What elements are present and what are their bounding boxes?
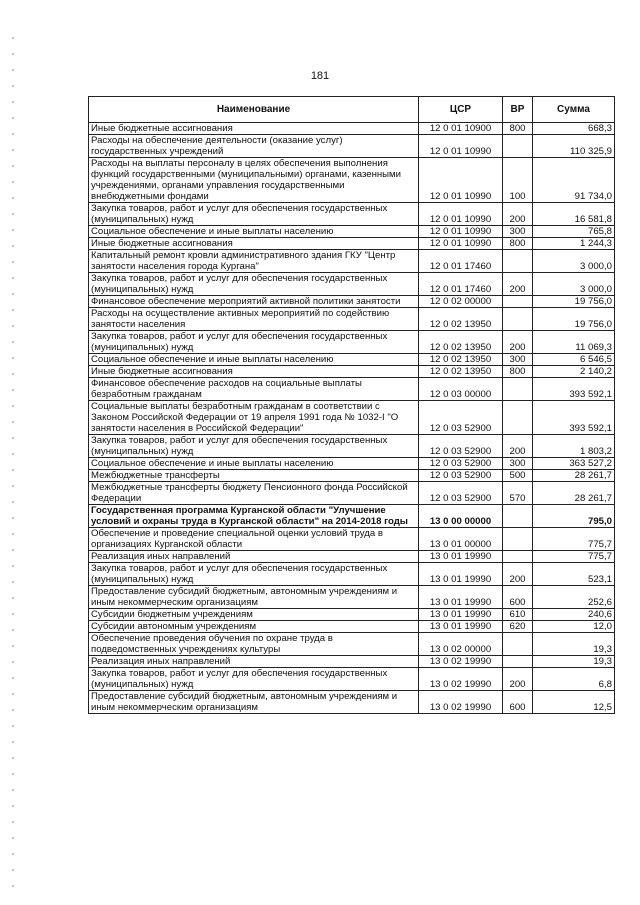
- row-vr: [503, 528, 533, 551]
- table-row: [89, 250, 615, 273]
- row-csr: 12 0 02 00000: [419, 296, 503, 308]
- row-name: Иные бюджетные ассигнования: [89, 366, 419, 378]
- row-name: Обеспечение проведения обучения по охране труда в подведомственных учреждениях культуры: [89, 633, 419, 656]
- row-vr: 300: [503, 354, 533, 366]
- row-csr: 12 0 01 17460: [419, 250, 503, 273]
- row-vr: [503, 401, 533, 435]
- row-csr: 12 0 01 10990: [419, 135, 503, 158]
- row-vr: 800: [503, 123, 533, 135]
- row-sum: 3 000,0: [533, 250, 615, 273]
- row-vr: 500: [503, 470, 533, 482]
- row-vr: 300: [503, 458, 533, 470]
- row-vr: 200: [503, 435, 533, 458]
- row-csr: 12 0 03 52900: [419, 470, 503, 482]
- row-sum: 775,7: [533, 528, 615, 551]
- table-row: [89, 668, 615, 691]
- row-vr: [503, 378, 533, 401]
- table-row: [89, 656, 615, 668]
- row-vr: 200: [503, 203, 533, 226]
- table-row: [89, 378, 615, 401]
- row-vr: [503, 551, 533, 563]
- row-sum: 16 581,8: [533, 203, 615, 226]
- row-name: Социальное обеспечение и иные выплаты населению: [89, 354, 419, 366]
- row-vr: 200: [503, 668, 533, 691]
- table-row: [89, 158, 615, 203]
- row-name: Реализация иных направлений: [89, 551, 419, 563]
- row-sum: 2 140,2: [533, 366, 615, 378]
- row-name: Обеспечение и проведение специальной оценки условий труда в организациях Курганской области: [89, 528, 419, 551]
- row-vr: 300: [503, 226, 533, 238]
- header-sum: Сумма: [533, 97, 615, 123]
- row-name: Предоставление субсидий бюджетным, автономным учреждениям и иным некоммерческим организациям: [89, 586, 419, 609]
- header-name: Наименование: [89, 97, 419, 123]
- row-vr: 620: [503, 621, 533, 633]
- table-header-row: [89, 97, 615, 123]
- row-csr: 13 0 02 19990: [419, 656, 503, 668]
- row-csr: 13 0 02 19990: [419, 668, 503, 691]
- row-name: Предоставление субсидий бюджетным, автономным учреждениям и иным некоммерческим организациям: [89, 691, 419, 714]
- row-sum: 252,6: [533, 586, 615, 609]
- table-row: [89, 609, 615, 621]
- row-sum: 3 000,0: [533, 273, 615, 296]
- row-name: Расходы на выплаты персоналу в целях обеспечения выполнения функций государственными (муниципальными) органами, казенными учреждениями, органами управления государственными внебюджетными фондами: [89, 158, 419, 203]
- table-row: [89, 226, 615, 238]
- table-row: [89, 621, 615, 633]
- row-csr: 12 0 02 13950: [419, 331, 503, 354]
- row-name: Субсидии автономным учреждениям: [89, 621, 419, 633]
- row-csr: 12 0 01 17460: [419, 273, 503, 296]
- row-name: Финансовое обеспечение мероприятий активной политики занятости: [89, 296, 419, 308]
- table-row: [89, 470, 615, 482]
- row-name: Закупка товаров, работ и услуг для обеспечения государственных (муниципальных) нужд: [89, 668, 419, 691]
- table-row: [89, 135, 615, 158]
- row-sum: 19 756,0: [533, 296, 615, 308]
- table-row: [89, 482, 615, 505]
- row-vr: [503, 308, 533, 331]
- row-sum: 795,0: [533, 505, 615, 528]
- row-sum: 765,8: [533, 226, 615, 238]
- table-row: [89, 366, 615, 378]
- row-sum: 12,0: [533, 621, 615, 633]
- row-sum: 11 069,3: [533, 331, 615, 354]
- row-vr: 200: [503, 273, 533, 296]
- table-row: [89, 123, 615, 135]
- row-vr: 600: [503, 691, 533, 714]
- row-vr: [503, 296, 533, 308]
- row-csr: 12 0 03 52900: [419, 401, 503, 435]
- table-row: [89, 505, 615, 528]
- row-name: Социальное обеспечение и иные выплаты населению: [89, 226, 419, 238]
- row-sum: 110 325,9: [533, 135, 615, 158]
- table-row: [89, 308, 615, 331]
- table-row: [89, 458, 615, 470]
- row-sum: 775,7: [533, 551, 615, 563]
- row-name: Закупка товаров, работ и услуг для обеспечения государственных (муниципальных) нужд: [89, 203, 419, 226]
- row-sum: 393 592,1: [533, 378, 615, 401]
- row-name: Межбюджетные трансферты: [89, 470, 419, 482]
- row-csr: 12 0 01 10990: [419, 158, 503, 203]
- row-sum: 19 756,0: [533, 308, 615, 331]
- table-row: [89, 551, 615, 563]
- table-row: [89, 633, 615, 656]
- row-csr: 13 0 00 00000: [419, 505, 503, 528]
- row-csr: 12 0 02 13950: [419, 354, 503, 366]
- table-row: [89, 273, 615, 296]
- row-csr: 12 0 02 13950: [419, 308, 503, 331]
- scan-margin-dots: [12, 30, 14, 890]
- table-row: [89, 331, 615, 354]
- row-name: Иные бюджетные ассигнования: [89, 123, 419, 135]
- row-csr: 12 0 01 10990: [419, 238, 503, 250]
- row-sum: 28 261,7: [533, 482, 615, 505]
- header-vr: ВР: [503, 97, 533, 123]
- row-csr: 12 0 03 52900: [419, 435, 503, 458]
- row-vr: [503, 135, 533, 158]
- row-name: Расходы на обеспечение деятельности (оказание услуг) государственных учреждений: [89, 135, 419, 158]
- header-csr: ЦСР: [419, 97, 503, 123]
- row-csr: 12 0 02 13950: [419, 366, 503, 378]
- row-name: Закупка товаров, работ и услуг для обеспечения государственных (муниципальных) нужд: [89, 331, 419, 354]
- row-name: Расходы на осуществление активных мероприятий по содействию занятости населения: [89, 308, 419, 331]
- row-name: Закупка товаров, работ и услуг для обеспечения государственных (муниципальных) нужд: [89, 273, 419, 296]
- row-sum: 1 803,2: [533, 435, 615, 458]
- row-sum: 240,6: [533, 609, 615, 621]
- table-row: [89, 296, 615, 308]
- row-vr: [503, 250, 533, 273]
- row-name: Государственная программа Курганской области "Улучшение условий и охраны труда в Курганской области" на 2014-2018 годы: [89, 505, 419, 528]
- table-row: [89, 586, 615, 609]
- table-body: [89, 123, 615, 714]
- row-csr: 12 0 01 10990: [419, 203, 503, 226]
- row-vr: 800: [503, 366, 533, 378]
- row-csr: 13 0 01 00000: [419, 528, 503, 551]
- row-name: Социальные выплаты безработным гражданам в соответствии с Законом Российской Федерации от 19 апреля 1991 года № 1032-I "О занятости населения в Российской Федерации": [89, 401, 419, 435]
- row-name: Иные бюджетные ассигнования: [89, 238, 419, 250]
- row-name: Капитальный ремонт кровли административного здания ГКУ "Центр занятости населения города Кургана": [89, 250, 419, 273]
- row-sum: 28 261,7: [533, 470, 615, 482]
- row-name: Финансовое обеспечение расходов на социальные выплаты безработным гражданам: [89, 378, 419, 401]
- row-sum: 19,3: [533, 656, 615, 668]
- budget-table: [88, 96, 615, 714]
- row-csr: 12 0 03 52900: [419, 482, 503, 505]
- row-vr: 600: [503, 586, 533, 609]
- row-sum: 668,3: [533, 123, 615, 135]
- row-csr: 12 0 01 10990: [419, 226, 503, 238]
- row-sum: 6 546,5: [533, 354, 615, 366]
- row-vr: 570: [503, 482, 533, 505]
- row-name: Субсидии бюджетным учреждениям: [89, 609, 419, 621]
- row-vr: 100: [503, 158, 533, 203]
- row-sum: 12,5: [533, 691, 615, 714]
- row-name: Закупка товаров, работ и услуг для обеспечения государственных (муниципальных) нужд: [89, 435, 419, 458]
- row-sum: 393 592,1: [533, 401, 615, 435]
- table-row: [89, 528, 615, 551]
- row-csr: 13 0 01 19990: [419, 621, 503, 633]
- table-row: [89, 238, 615, 250]
- page-number: 181: [310, 70, 330, 82]
- row-sum: 523,1: [533, 563, 615, 586]
- row-sum: 363 527,2: [533, 458, 615, 470]
- row-vr: [503, 505, 533, 528]
- row-name: Реализация иных направлений: [89, 656, 419, 668]
- row-csr: 12 0 03 52900: [419, 458, 503, 470]
- row-name: Закупка товаров, работ и услуг для обеспечения государственных (муниципальных) нужд: [89, 563, 419, 586]
- row-sum: 19,3: [533, 633, 615, 656]
- row-csr: 13 0 01 19990: [419, 563, 503, 586]
- table-row: [89, 435, 615, 458]
- row-name: Социальное обеспечение и иные выплаты населению: [89, 458, 419, 470]
- table-row: [89, 401, 615, 435]
- row-vr: 800: [503, 238, 533, 250]
- row-csr: 13 0 01 19990: [419, 609, 503, 621]
- row-sum: 91 734,0: [533, 158, 615, 203]
- row-csr: 13 0 02 19990: [419, 691, 503, 714]
- table-row: [89, 563, 615, 586]
- table-row: [89, 691, 615, 714]
- row-vr: [503, 656, 533, 668]
- row-vr: 610: [503, 609, 533, 621]
- row-vr: 200: [503, 563, 533, 586]
- table-row: [89, 354, 615, 366]
- row-vr: [503, 633, 533, 656]
- row-csr: 13 0 01 19990: [419, 586, 503, 609]
- row-name: Межбюджетные трансферты бюджету Пенсионного фонда Российской Федерации: [89, 482, 419, 505]
- row-sum: 6,8: [533, 668, 615, 691]
- row-vr: 200: [503, 331, 533, 354]
- row-csr: 13 0 01 19990: [419, 551, 503, 563]
- row-csr: 13 0 02 00000: [419, 633, 503, 656]
- table-row: [89, 203, 615, 226]
- row-sum: 1 244,3: [533, 238, 615, 250]
- row-csr: 12 0 03 00000: [419, 378, 503, 401]
- row-csr: 12 0 01 10900: [419, 123, 503, 135]
